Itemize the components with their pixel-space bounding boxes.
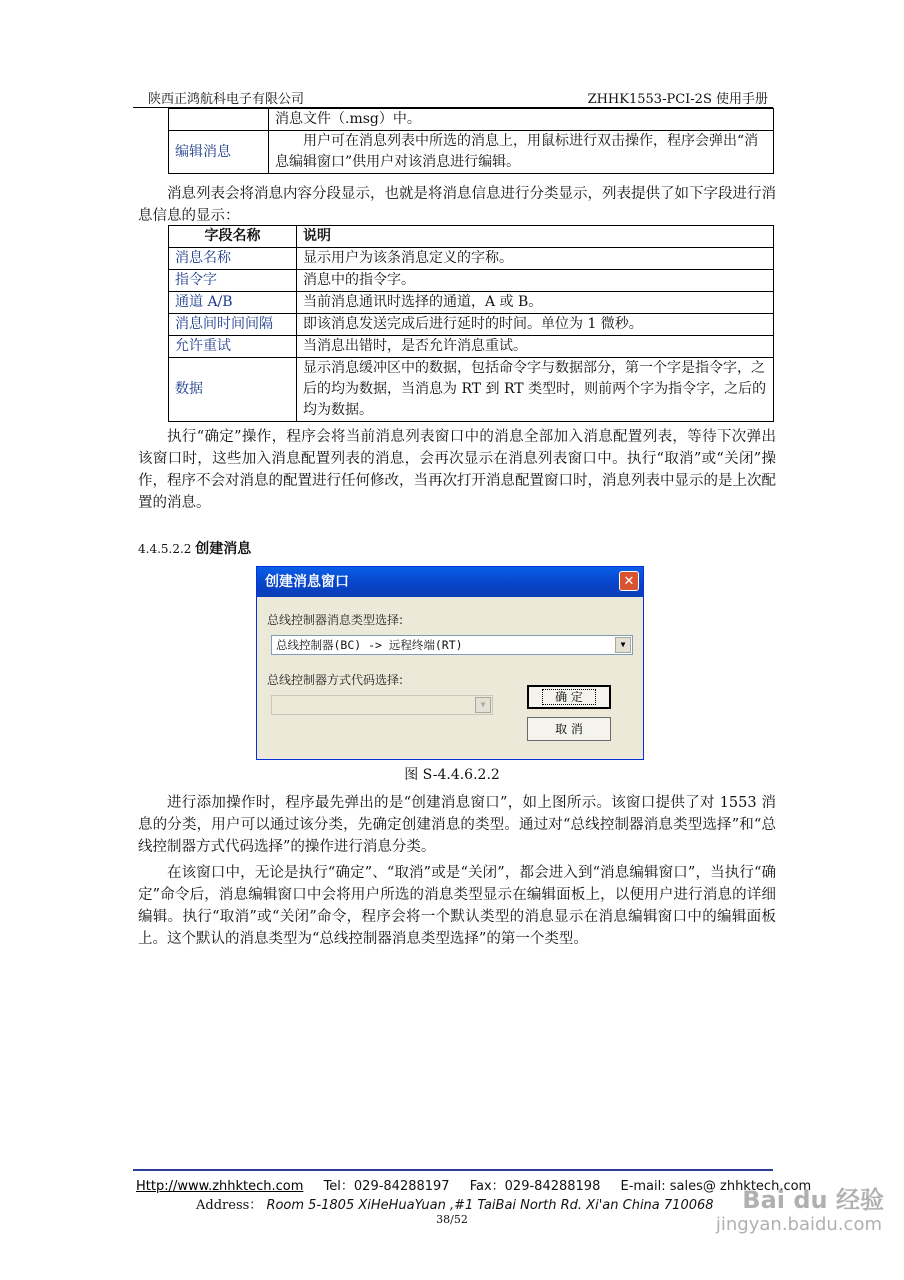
footer-tel: Tel：029-84288197 xyxy=(323,1179,450,1194)
table-cell-desc: 显示消息缓冲区中的数据，包括命令字与数据部分，第一个字是指令字，之后的均为数据，当消息为 RT 到 RT 类型时，则前两个字为指令字，之后的均为数据。 xyxy=(297,358,774,422)
paragraph-fields-intro: 消息列表会将消息内容分段显示，也就是将消息信息进行分类显示，列表提供了如下字段进行消息信息的显示： xyxy=(138,186,776,224)
fields-table xyxy=(168,225,774,422)
table-row xyxy=(169,131,774,174)
footer-fax: Fax：029-84288198 xyxy=(469,1179,601,1194)
section-title: 创建消息 xyxy=(195,541,252,557)
table-cell-label: 允许重试 xyxy=(169,336,297,358)
paragraph-create-intro: 进行添加操作时，程序最先弹出的是“创建消息窗口”，如上图所示。该窗口提供了对 1553 消息的分类，用户可以通过该分类，先确定创建消息的类型。通过对“总线控制器消息类型选择”和“总线控制器方式代码选择”的操作进行消息分类。 xyxy=(138,795,776,855)
message-type-value: 总线控制器(BC) -> 远程终端(RT) xyxy=(276,638,463,652)
create-message-dialog xyxy=(256,566,644,760)
ok-button-label: 确 定 xyxy=(543,690,595,704)
chevron-down-icon[interactable]: ▼ xyxy=(475,697,491,713)
page-number: 38/52 xyxy=(436,1213,468,1226)
footer-email: E-mail: sales@ zhhktech.com xyxy=(620,1179,812,1194)
figure-caption: 图 S-4.4.6.2.2 xyxy=(404,767,500,783)
section-heading xyxy=(138,538,251,558)
mode-code-label: 总线控制器方式代码选择: xyxy=(267,673,404,687)
table-row xyxy=(169,109,774,131)
table-row xyxy=(169,292,774,314)
table-header-row xyxy=(169,226,774,248)
table-cell-desc: 消息中的指令字。 xyxy=(297,270,774,292)
section-number: 4.4.5.2.2 xyxy=(138,542,192,556)
footer-contact xyxy=(136,1175,811,1194)
paragraph-create-behavior: 在该窗口中，无论是执行“确定”、“取消”或是“关闭”，都会进入到“消息编辑窗口”，当执行“确定”命令后，消息编辑窗口中会将用户所选的消息类型显示在编辑面板上，以便用户进行消息的详细编辑。执行“取消”或“关闭”命令，程序会将一个默认类型的消息显示在消息编辑窗口中的编辑面板上。这个默认的消息类型为“总线控制器消息类型选择”的第一个类型。 xyxy=(138,865,776,947)
table-cell-desc: 当消息出错时，是否允许消息重试。 xyxy=(297,336,774,358)
footer-address-label: Address： xyxy=(196,1198,263,1213)
dialog-title: 创建消息窗口 xyxy=(265,574,349,590)
message-type-select[interactable] xyxy=(271,635,633,655)
table-cell-label: 消息名称 xyxy=(169,248,297,270)
close-icon[interactable]: ✕ xyxy=(619,571,639,591)
footer-address xyxy=(196,1194,714,1213)
mode-code-select[interactable] xyxy=(271,695,493,715)
dialog-title-bar[interactable] xyxy=(257,567,643,597)
table-header-field: 字段名称 xyxy=(169,226,297,248)
table-cell-desc: 当前消息通讯时选择的通道，A 或 B。 xyxy=(297,292,774,314)
table-cell-label xyxy=(169,109,269,131)
table-cell-label: 通道 A/B xyxy=(169,292,297,314)
footer-rule xyxy=(133,1169,773,1171)
table-cell-desc: 显示用户为该条消息定义的字称。 xyxy=(297,248,774,270)
header-company: 陕西正鸿航科电子有限公司 xyxy=(148,92,305,107)
table-row xyxy=(169,358,774,422)
table-cell-desc: 即该消息发送完成后进行延时的时间。单位为 1 微秒。 xyxy=(297,314,774,336)
table-cell-label: 消息间时间间隔 xyxy=(169,314,297,336)
table-row xyxy=(169,336,774,358)
cancel-button[interactable]: 取 消 xyxy=(527,717,611,741)
table-cell-label: 数据 xyxy=(169,358,297,422)
table-cell-label: 编辑消息 xyxy=(169,131,269,174)
baidu-watermark-logo: Bai du 经验 xyxy=(742,1186,884,1214)
header-manual-title: ZHHK1553-PCI-2S 使用手册 xyxy=(587,92,768,107)
ok-button[interactable] xyxy=(527,685,611,709)
message-type-label: 总线控制器消息类型选择: xyxy=(267,613,404,627)
paragraph-confirm-behavior: 执行“确定”操作，程序会将当前消息列表窗口中的消息全部加入消息配置列表，等待下次弹出该窗口时，这些加入消息配置列表的消息，会再次显示在消息列表窗口中。执行“取消”或“关闭”操作，程序不会对消息的配置进行任何修改，当再次打开消息配置窗口时，消息列表中显示的是上次配置的消息。 xyxy=(138,429,776,511)
table-cell-desc: 用户可在消息列表中所选的消息上，用鼠标进行双击操作，程序会弹出“消息编辑窗口”供用户对该消息进行编辑。 xyxy=(269,131,774,174)
footer-address-text: Room 5-1805 XiHeHuaYuan ,#1 TaiBai North Rd. Xi'an China 710068 xyxy=(266,1198,714,1213)
table-row xyxy=(169,314,774,336)
table-row xyxy=(169,248,774,270)
table-cell-desc: 消息文件（.msg）中。 xyxy=(269,109,774,131)
baidu-watermark-url: jingyan.baidu.com xyxy=(715,1214,882,1235)
table-row xyxy=(169,270,774,292)
table-header-desc: 说明 xyxy=(297,226,774,248)
operations-table xyxy=(168,108,774,174)
footer-url-link[interactable]: Http://www.zhhktech.com xyxy=(136,1179,304,1194)
table-cell-label: 指令字 xyxy=(169,270,297,292)
chevron-down-icon[interactable]: ▼ xyxy=(615,637,631,653)
